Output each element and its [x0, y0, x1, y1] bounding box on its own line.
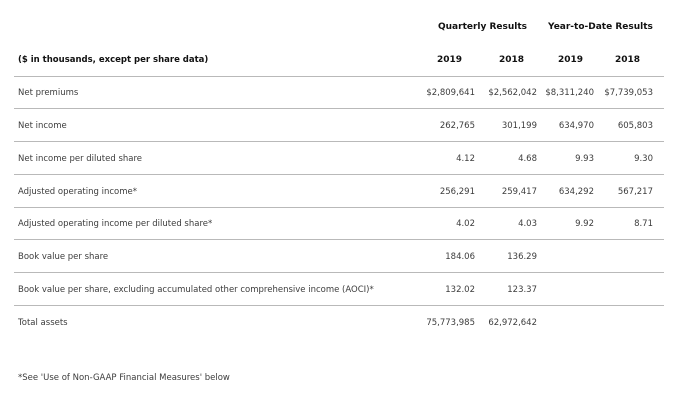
row-label: Book value per share, excluding accumulated other comprehensive income (AOCI)* [18, 285, 374, 295]
table-cell: $2,562,042 [488, 88, 537, 98]
table-cell: 9.92 [575, 219, 594, 229]
row-divider [14, 108, 664, 109]
table-cell: 4.68 [518, 154, 537, 164]
table-cell: 605,803 [617, 121, 653, 131]
row-label: Net income [18, 121, 67, 131]
table-cell: 75,773,985 [426, 318, 475, 328]
row-divider [14, 272, 664, 273]
table-cell: 4.03 [518, 219, 537, 229]
table-cell: 634,292 [558, 187, 594, 197]
table-description: ($ in thousands, except per share data) [18, 55, 209, 65]
table-cell: 136.29 [507, 252, 537, 262]
table-cell: 8.71 [634, 219, 653, 229]
footnote: *See 'Use of Non-GAAP Financial Measures' below [18, 373, 230, 383]
table-cell: 9.93 [575, 154, 594, 164]
ytd-results-header: Year-to-Date Results [548, 22, 653, 32]
table-cell: 256,291 [439, 187, 475, 197]
year-header-ytd-2018: 2018 [614, 55, 640, 65]
table-cell: 4.02 [456, 219, 475, 229]
table-cell: $7,739,053 [604, 88, 653, 98]
table-cell: 259,417 [501, 187, 537, 197]
row-divider [14, 141, 664, 142]
table-cell: 9.30 [634, 154, 653, 164]
table-cell: 62,972,642 [488, 318, 537, 328]
table-cell: 301,199 [501, 121, 537, 131]
table-cell: 184.06 [445, 252, 475, 262]
row-label: Adjusted operating income per diluted share* [18, 219, 213, 229]
year-header-ytd-2019: 2019 [557, 55, 583, 65]
row-divider [14, 174, 664, 175]
table-cell: 634,970 [558, 121, 594, 131]
table-cell: $2,809,641 [426, 88, 475, 98]
quarterly-results-header: Quarterly Results [438, 22, 528, 32]
row-divider [14, 207, 664, 208]
table-cell: 132.02 [445, 285, 475, 295]
row-divider [14, 305, 664, 306]
table-cell: 4.12 [456, 154, 475, 164]
row-divider [14, 239, 664, 240]
row-label: Adjusted operating income* [18, 187, 137, 197]
row-label: Net income per diluted share [18, 154, 143, 164]
year-header-q-2019: 2019 [436, 55, 462, 65]
table-cell: 262,765 [439, 121, 475, 131]
row-label: Total assets [18, 318, 68, 328]
header-rule [14, 76, 664, 77]
table-cell: 123.37 [507, 285, 537, 295]
year-header-q-2018: 2018 [498, 55, 524, 65]
row-label: Net premiums [18, 88, 79, 98]
table-cell: $8,311,240 [545, 88, 594, 98]
table-cell: 567,217 [617, 187, 653, 197]
row-label: Book value per share [18, 252, 109, 262]
